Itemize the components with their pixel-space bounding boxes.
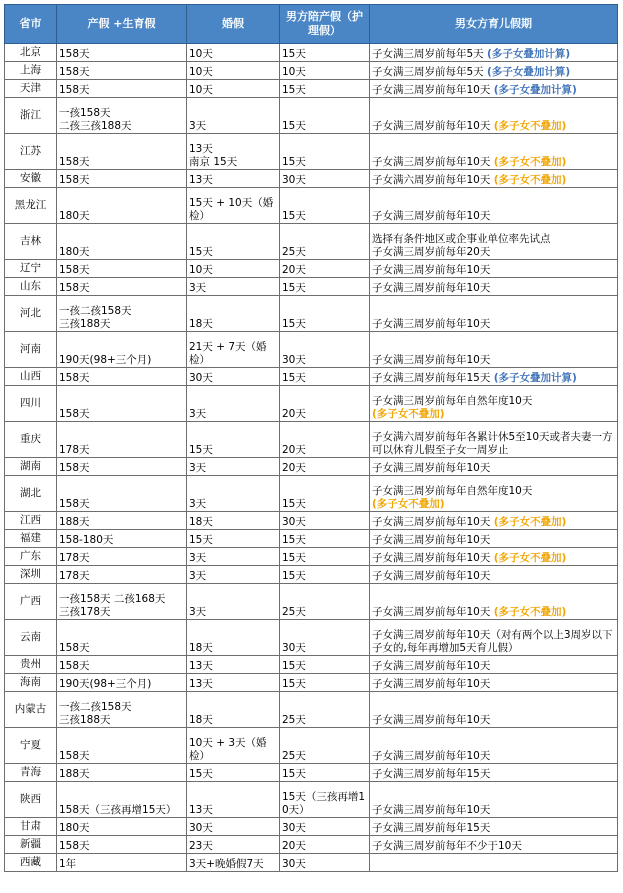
childcare-note: (多子女叠加计算) (493, 84, 577, 96)
cell-province: 辽宁 (5, 260, 57, 278)
cell-province: 四川 (5, 386, 57, 422)
cell-paternity: 15天 (280, 548, 370, 566)
childcare-text: 子女满三周岁前每年10天 (372, 678, 491, 690)
cell-marriage: 10天 (187, 44, 280, 62)
childcare-note: (多子女叠加计算) (493, 372, 577, 384)
cell-maternity: 180天 (57, 224, 187, 260)
cell-childcare (370, 818, 618, 836)
cell-maternity: 一孩二孩158天 三孩188天 (57, 296, 187, 332)
cell-maternity: 一孩二孩158天 三孩188天 (57, 692, 187, 728)
cell-province: 北京 (5, 44, 57, 62)
cell-childcare (370, 566, 618, 584)
leave-policy-table-container (4, 4, 617, 872)
cell-marriage: 18天 (187, 692, 280, 728)
table-row (5, 728, 618, 764)
table-row (5, 818, 618, 836)
cell-province: 重庆 (5, 422, 57, 458)
table-row (5, 278, 618, 296)
cell-marriage: 15天 (187, 530, 280, 548)
childcare-text: 子女满三周岁前每年10天 (372, 120, 494, 132)
table-row (5, 656, 618, 674)
cell-province: 湖南 (5, 458, 57, 476)
header-maternity: 产假 +生育假 (57, 5, 187, 44)
cell-marriage: 3天+晚婚假7天 (187, 854, 280, 872)
cell-childcare (370, 260, 618, 278)
table-row (5, 386, 618, 422)
cell-maternity: 158天 (57, 836, 187, 854)
cell-maternity: 158天 (57, 476, 187, 512)
cell-childcare (370, 170, 618, 188)
cell-marriage: 10天 + 3天（婚检） (187, 728, 280, 764)
cell-paternity: 20天 (280, 422, 370, 458)
header-row (5, 5, 618, 44)
table-header (5, 5, 618, 44)
table-row (5, 692, 618, 728)
table-row (5, 188, 618, 224)
childcare-note: (多子女叠加计算) (487, 66, 571, 78)
cell-marriage: 13天 南京 15天 (187, 134, 280, 170)
table-row (5, 764, 618, 782)
cell-province: 新疆 (5, 836, 57, 854)
table-row (5, 368, 618, 386)
table-row (5, 674, 618, 692)
cell-marriage: 10天 (187, 260, 280, 278)
cell-childcare (370, 368, 618, 386)
cell-province: 河南 (5, 332, 57, 368)
childcare-text: 子女满三周岁前每年10天 (372, 318, 491, 330)
cell-childcare (370, 134, 618, 170)
childcare-text: 子女满三周岁前每年15天 (372, 372, 494, 384)
cell-province: 吉林 (5, 224, 57, 260)
cell-marriage: 18天 (187, 296, 280, 332)
cell-paternity: 30天 (280, 818, 370, 836)
cell-province: 浙江 (5, 98, 57, 134)
table-row (5, 530, 618, 548)
cell-maternity: 158天 (57, 656, 187, 674)
cell-province: 青海 (5, 764, 57, 782)
table-row (5, 548, 618, 566)
cell-childcare (370, 98, 618, 134)
childcare-note: (多子女叠加计算) (487, 48, 571, 60)
table-row (5, 332, 618, 368)
cell-paternity: 30天 (280, 170, 370, 188)
cell-marriage: 3天 (187, 584, 280, 620)
cell-paternity: 15天 (280, 44, 370, 62)
cell-maternity: 180天 (57, 188, 187, 224)
cell-paternity: 15天 (280, 188, 370, 224)
cell-marriage: 15天 + 10天（婚检） (187, 188, 280, 224)
childcare-text: 子女满三周岁前每年10天 (372, 516, 494, 528)
cell-province: 陕西 (5, 782, 57, 818)
cell-maternity: 158天 (57, 80, 187, 98)
cell-province: 云南 (5, 620, 57, 656)
cell-province: 江苏 (5, 134, 57, 170)
childcare-text: 子女满六周岁前每年10天 (372, 174, 494, 186)
cell-province: 西藏 (5, 854, 57, 872)
childcare-note: (多子女不叠加) (372, 498, 445, 510)
cell-childcare (370, 44, 618, 62)
cell-marriage: 3天 (187, 476, 280, 512)
table-row (5, 566, 618, 584)
cell-paternity: 25天 (280, 224, 370, 260)
cell-childcare (370, 782, 618, 818)
cell-marriage: 3天 (187, 278, 280, 296)
cell-childcare (370, 764, 618, 782)
cell-province: 山东 (5, 278, 57, 296)
cell-childcare (370, 530, 618, 548)
cell-childcare (370, 62, 618, 80)
cell-paternity: 20天 (280, 458, 370, 476)
childcare-text: 子女满三周岁前每年15天 (372, 822, 491, 834)
table-row (5, 854, 618, 872)
cell-province: 海南 (5, 674, 57, 692)
cell-childcare (370, 80, 618, 98)
header-marriage: 婚假 (187, 5, 280, 44)
cell-marriage: 18天 (187, 620, 280, 656)
childcare-text: 子女满三周岁前每年10天 (372, 84, 494, 96)
cell-marriage: 15天 (187, 764, 280, 782)
cell-childcare (370, 854, 618, 872)
cell-province: 福建 (5, 530, 57, 548)
childcare-text: 子女满三周岁前每年10天 (372, 462, 491, 474)
cell-maternity: 158天 (57, 260, 187, 278)
cell-maternity: 158天 (57, 44, 187, 62)
cell-childcare (370, 548, 618, 566)
cell-maternity: 180天 (57, 818, 187, 836)
childcare-text: 子女满三周岁前每年15天 (372, 768, 491, 780)
cell-marriage: 3天 (187, 458, 280, 476)
cell-paternity: 30天 (280, 620, 370, 656)
cell-childcare (370, 278, 618, 296)
cell-marriage: 21天 + 7天（婚检） (187, 332, 280, 368)
table-row (5, 260, 618, 278)
cell-paternity: 15天 (280, 80, 370, 98)
cell-childcare (370, 674, 618, 692)
cell-paternity: 25天 (280, 728, 370, 764)
cell-maternity: 188天 (57, 764, 187, 782)
childcare-text: 子女满三周岁前每年10天 (372, 714, 491, 726)
cell-maternity: 178天 (57, 566, 187, 584)
cell-paternity: 25天 (280, 692, 370, 728)
table-row (5, 80, 618, 98)
cell-childcare (370, 332, 618, 368)
cell-childcare (370, 458, 618, 476)
cell-marriage: 3天 (187, 98, 280, 134)
cell-childcare (370, 692, 618, 728)
cell-childcare (370, 620, 618, 656)
cell-childcare (370, 224, 618, 260)
cell-maternity: 158天 (57, 728, 187, 764)
cell-paternity: 15天 (280, 674, 370, 692)
cell-province: 宁夏 (5, 728, 57, 764)
table-row (5, 458, 618, 476)
cell-childcare (370, 386, 618, 422)
cell-maternity: 158天 (57, 134, 187, 170)
cell-paternity: 15天 (280, 278, 370, 296)
cell-childcare (370, 296, 618, 332)
cell-maternity: 178天 (57, 548, 187, 566)
childcare-text: 子女满三周岁前每年10天 (372, 570, 491, 582)
childcare-text: 子女满三周岁前每年10天 (372, 210, 491, 222)
cell-province: 广东 (5, 548, 57, 566)
childcare-text: 子女满三周岁前每年10天 (372, 660, 491, 672)
cell-maternity: 190天(98+三个月) (57, 674, 187, 692)
childcare-text: 子女满三周岁前每年10天（对有两个以上3周岁以下子女的,每年再增加5天育儿假） (372, 629, 613, 654)
cell-maternity: 188天 (57, 512, 187, 530)
cell-paternity: 30天 (280, 854, 370, 872)
cell-paternity: 15天 (280, 566, 370, 584)
header-childcare: 男女方育儿假期 (370, 5, 618, 44)
cell-paternity: 15天 (280, 764, 370, 782)
table-row (5, 512, 618, 530)
cell-province: 上海 (5, 62, 57, 80)
cell-marriage: 18天 (187, 512, 280, 530)
table-row (5, 476, 618, 512)
cell-province: 山西 (5, 368, 57, 386)
table-row (5, 422, 618, 458)
cell-province: 湖北 (5, 476, 57, 512)
cell-maternity: 158天 (57, 368, 187, 386)
childcare-text: 子女满六周岁前每年各累计休5至10天或者夫妻一方可以休育儿假至子女一周岁止 (372, 431, 613, 456)
childcare-note: (多子女不叠加) (493, 120, 567, 132)
cell-marriage: 13天 (187, 656, 280, 674)
childcare-text: 子女满三周岁前每年10天 (372, 534, 491, 546)
cell-childcare (370, 188, 618, 224)
table-row (5, 134, 618, 170)
table-row (5, 836, 618, 854)
cell-marriage: 3天 (187, 548, 280, 566)
cell-marriage: 30天 (187, 368, 280, 386)
cell-marriage: 30天 (187, 818, 280, 836)
cell-paternity: 20天 (280, 386, 370, 422)
cell-paternity: 15天 (280, 368, 370, 386)
cell-marriage: 13天 (187, 170, 280, 188)
cell-marriage: 3天 (187, 386, 280, 422)
table-row (5, 584, 618, 620)
childcare-note: (多子女不叠加) (493, 552, 567, 564)
childcare-note: (多子女不叠加) (493, 174, 567, 186)
cell-childcare (370, 728, 618, 764)
cell-paternity: 15天 (280, 530, 370, 548)
table-row (5, 224, 618, 260)
cell-maternity: 178天 (57, 422, 187, 458)
cell-paternity: 20天 (280, 260, 370, 278)
table-row (5, 296, 618, 332)
table-row (5, 620, 618, 656)
childcare-text: 子女满三周岁前每年自然年度10天 (372, 485, 533, 497)
cell-province: 河北 (5, 296, 57, 332)
cell-marriage: 13天 (187, 674, 280, 692)
cell-province: 深圳 (5, 566, 57, 584)
cell-province: 贵州 (5, 656, 57, 674)
childcare-note: (多子女不叠加) (493, 516, 567, 528)
cell-childcare (370, 836, 618, 854)
cell-paternity: 20天 (280, 836, 370, 854)
cell-province: 安徽 (5, 170, 57, 188)
childcare-text: 子女满三周岁前每年10天 (372, 750, 491, 762)
cell-paternity: 15天 (280, 98, 370, 134)
cell-province: 江西 (5, 512, 57, 530)
cell-marriage: 10天 (187, 62, 280, 80)
childcare-text: 子女满三周岁前每年10天 (372, 264, 491, 276)
table-row (5, 62, 618, 80)
childcare-text: 选择有条件地区或企事业单位率先试点 子女满三周岁前每年20天 (372, 233, 551, 258)
cell-maternity: 一孩158天 二孩168天 三孩178天 (57, 584, 187, 620)
cell-paternity: 25天 (280, 584, 370, 620)
childcare-note: (多子女不叠加) (372, 408, 445, 420)
header-province: 省市 (5, 5, 57, 44)
cell-maternity: 158天（三孩再增15天） (57, 782, 187, 818)
cell-maternity: 158天 (57, 386, 187, 422)
childcare-text: 子女满三周岁前每年10天 (372, 156, 494, 168)
cell-marriage: 10天 (187, 80, 280, 98)
cell-maternity: 1年 (57, 854, 187, 872)
childcare-text: 子女满三周岁前每年10天 (372, 282, 491, 294)
cell-province: 天津 (5, 80, 57, 98)
leave-policy-table (4, 4, 618, 872)
childcare-note: (多子女不叠加) (493, 606, 567, 618)
table-body (5, 44, 618, 872)
cell-maternity: 158天 (57, 62, 187, 80)
table-row (5, 44, 618, 62)
childcare-note: (多子女不叠加) (493, 156, 567, 168)
cell-maternity: 158-180天 (57, 530, 187, 548)
childcare-text: 子女满三周岁前每年10天 (372, 804, 491, 816)
cell-maternity: 158天 (57, 458, 187, 476)
cell-province: 甘肃 (5, 818, 57, 836)
header-paternity: 男方陪产假（护理假） (280, 5, 370, 44)
cell-province: 广西 (5, 584, 57, 620)
cell-paternity: 15天（三孩再增10天） (280, 782, 370, 818)
cell-marriage: 23天 (187, 836, 280, 854)
cell-paternity: 10天 (280, 62, 370, 80)
childcare-text: 子女满三周岁前每年5天 (372, 66, 488, 78)
cell-marriage: 15天 (187, 224, 280, 260)
cell-maternity: 158天 (57, 278, 187, 296)
cell-maternity: 190天(98+三个月) (57, 332, 187, 368)
cell-province: 黑龙江 (5, 188, 57, 224)
cell-paternity: 15天 (280, 476, 370, 512)
childcare-text: 子女满三周岁前每年10天 (372, 552, 494, 564)
cell-paternity: 15天 (280, 656, 370, 674)
cell-childcare (370, 584, 618, 620)
cell-childcare (370, 512, 618, 530)
cell-maternity: 158天 (57, 170, 187, 188)
cell-childcare (370, 422, 618, 458)
childcare-text: 子女满三周岁前每年自然年度10天 (372, 395, 533, 407)
cell-marriage: 13天 (187, 782, 280, 818)
cell-province: 内蒙古 (5, 692, 57, 728)
table-row (5, 170, 618, 188)
cell-marriage: 15天 (187, 422, 280, 458)
childcare-text: 子女满三周岁前每年不少于10天 (372, 840, 522, 852)
cell-childcare (370, 476, 618, 512)
cell-paternity: 15天 (280, 134, 370, 170)
cell-childcare (370, 656, 618, 674)
table-row (5, 782, 618, 818)
cell-paternity: 15天 (280, 296, 370, 332)
cell-paternity: 30天 (280, 332, 370, 368)
childcare-text: 子女满三周岁前每年5天 (372, 48, 488, 60)
cell-marriage: 3天 (187, 566, 280, 584)
cell-maternity: 一孩158天 二孩三孩188天 (57, 98, 187, 134)
childcare-text: 子女满三周岁前每年10天 (372, 606, 494, 618)
cell-maternity: 158天 (57, 620, 187, 656)
childcare-text: 子女满三周岁前每年10天 (372, 354, 491, 366)
table-row (5, 98, 618, 134)
cell-paternity: 30天 (280, 512, 370, 530)
